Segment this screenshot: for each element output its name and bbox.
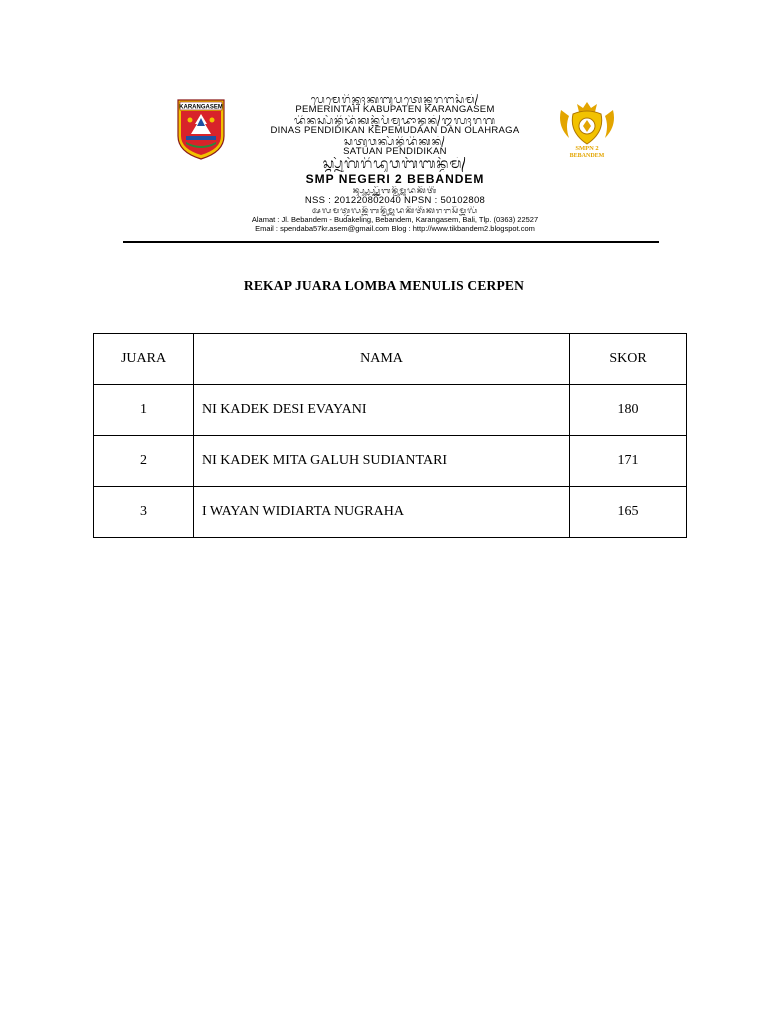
unit-label: SATUAN PENDIDIKAN	[343, 146, 447, 157]
table-row	[94, 487, 687, 538]
shield-label: KARANGASEM	[179, 104, 223, 111]
letterhead	[0, 0, 768, 250]
school-address: Alamat : Jl. Bebandem - Budakeling, Bebandem, Karangasem, Bali, Tlp. (0363) 22527	[251, 215, 539, 224]
document-title: REKAP JUARA LOMBA MENULIS CERPEN	[243, 278, 525, 293]
name-cell: NI KADEK MITA GALUH SUDIANTARI	[194, 436, 570, 487]
department-name: DINAS PENDIDIKAN KEPEMUDAAN DAN OLAHRAGA	[270, 125, 520, 136]
rank-cell: 1	[94, 385, 194, 436]
government-name: PEMERINTAH KABUPATEN KARANGASEM	[295, 104, 495, 115]
letterhead-text	[230, 94, 560, 233]
results-table	[93, 333, 687, 538]
table-row	[94, 436, 687, 487]
balinese-line-4: ᬲ᭄ᬫ᭄ᬧ᭄ᬦᭂᬕᭂᬭᬶᬤᬸᬯᬩᭂᬩᬦ᭄ᬤᭂᬫ᭄	[322, 157, 468, 172]
emblem-text-1: SMPN 2	[575, 145, 599, 152]
emblem-text-2: BEBANDEM	[569, 153, 605, 159]
score-cell: 180	[570, 385, 687, 436]
rank-cell: 2	[94, 436, 194, 487]
smpn2-bebandem-logo	[555, 98, 619, 160]
header-skor: SKOR	[570, 334, 687, 385]
letterhead-divider	[123, 241, 659, 243]
rank-cell: 3	[94, 487, 194, 538]
karangasem-shield-logo	[176, 98, 226, 160]
balinese-line-2: ᬤᬶᬦᬲ᭄ᬧᭂᬦ᭄ᬤᬶᬤᬶᬓᬦ᭄ᬓᭂᬧᭂᬫᬸᬤᬵᬦ᭄ᬤᬦ᭄ᬑᬮᬄᬭᬕ	[294, 115, 496, 126]
name-cell: NI KADEK DESI EVAYANI	[194, 385, 570, 436]
table-row	[94, 385, 687, 436]
school-contact: Email : spendaba57kr.asem@gmail.com Blog : http://www.tikbandem2.blogspot.com	[255, 223, 535, 233]
header-nama: NAMA	[194, 334, 570, 385]
school-ids: NSS : 201220802040 NPSN : 50102808	[304, 195, 486, 206]
balinese-line-3: ᬲᬢᬸᬯᬦ᭄ᬧᭂᬦ᭄ᬤᬶᬤᬶᬓᬦ᭄	[344, 136, 446, 147]
score-cell: 171	[570, 436, 687, 487]
name-cell: I WAYAN WIDIARTA NUGRAHA	[194, 487, 570, 538]
school-name: SMP NEGERI 2 BEBANDEM	[305, 172, 485, 186]
table-header-row	[94, 334, 687, 385]
header-juara: JUARA	[94, 334, 194, 385]
balinese-line-5: ᬦ᭄ᬲ᭄ᬲ᭄ᬦ᭄ᬧ᭄ᬲ᭄ᬦ᭄ᬚ᭄ᬩᭂᬩᬦ᭄ᬤᭂᬫ᭄ᬩᬸᬤᬓᭂᬢᬶᬂ	[352, 186, 438, 195]
balinese-line-1: ᬧᬾᬫᬾᬭᬶᬦ᭄ᬢᬄᬓᬩᬸᬧᬢᬾᬦ᭄ᬓᬭᬗᬲᭂᬫ᭄	[310, 94, 480, 105]
score-cell: 165	[570, 487, 687, 538]
balinese-line-6: ᬅᬮᬫᬢ᭄ᬚᬮᬦ᭄ᬩᭂᬩᬦ᭄ᬤᭂᬫ᭄ᬩᬸᬤᬓᭂᬢᬶᬂᬓᬭᬗᬲᭂᬫ᭄ᬩᬮᬶ	[311, 206, 479, 215]
